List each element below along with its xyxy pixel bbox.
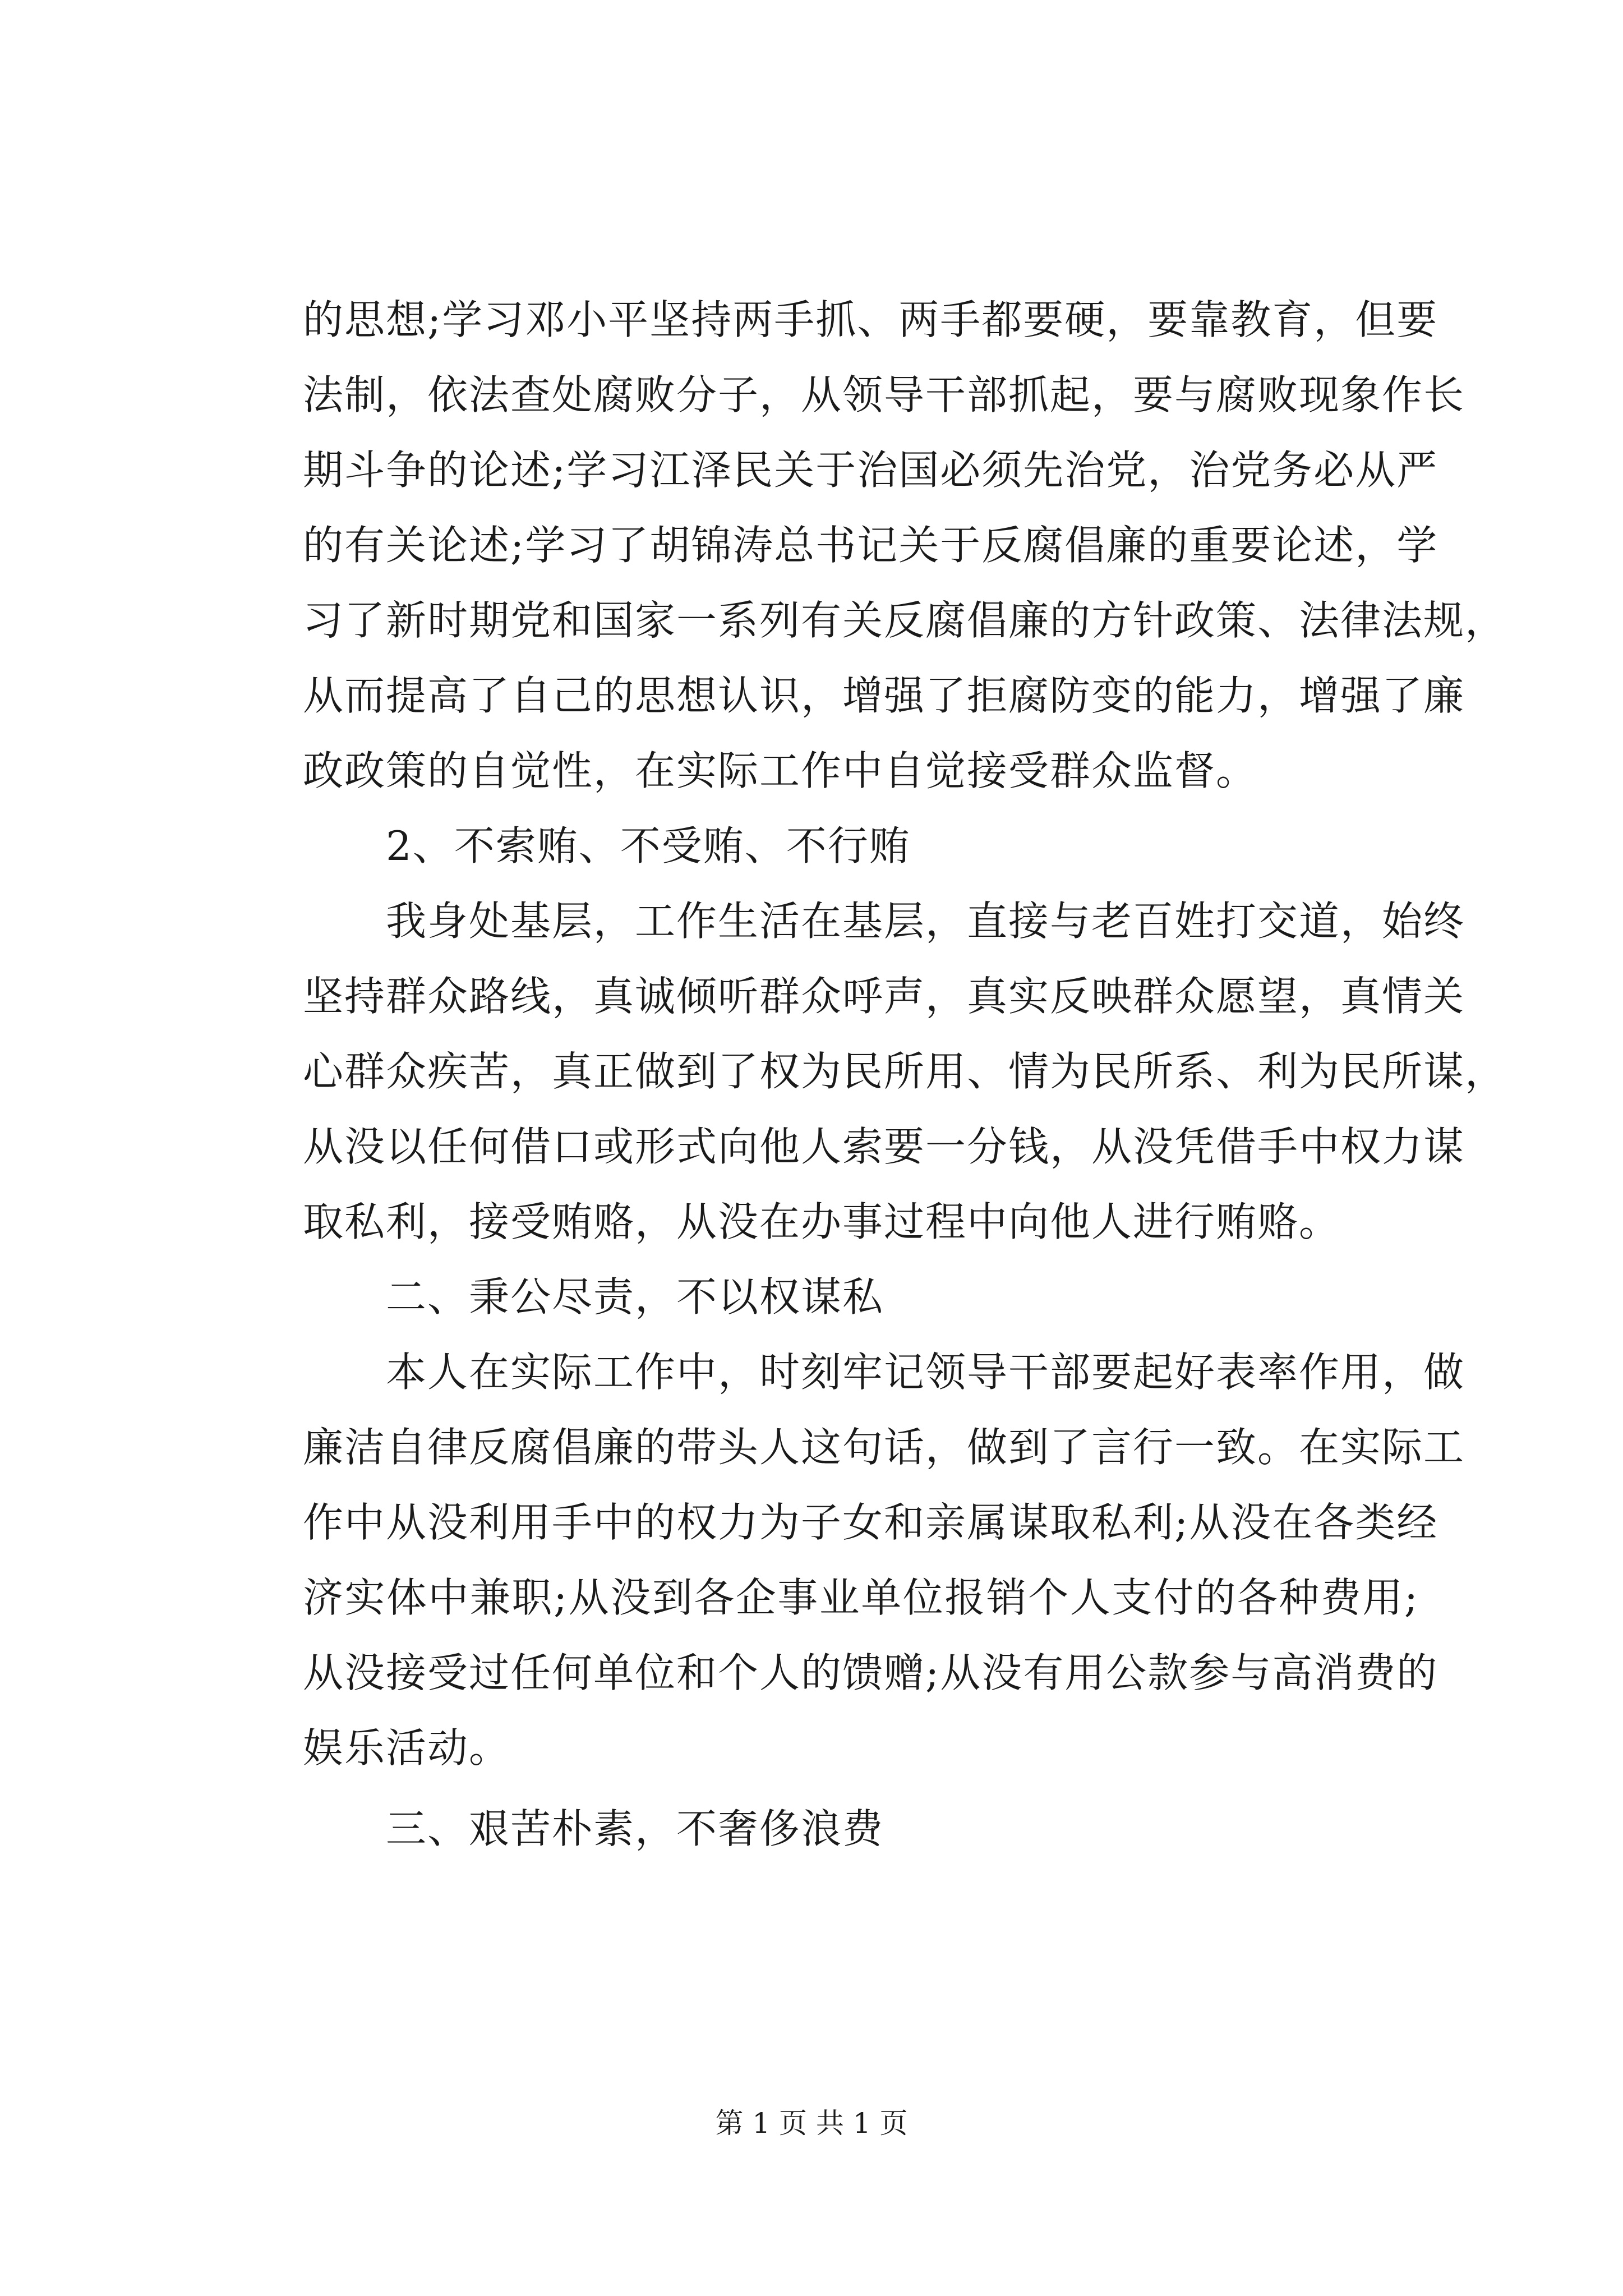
text-line: 心群众疾苦，真正做到了权为民所用、情为民所系、利为民所谋， <box>303 1048 1507 1095</box>
text-line: 法制，依法查处腐败分子，从领导干部抓起，要与腐败现象作长 <box>303 371 1465 418</box>
text-line: 期斗争的论述;学习江泽民关于治国必须先治党，治党务必从严 <box>303 447 1438 494</box>
text-line: 取私利，接受贿赂，从没在办事过程中向他人进行贿赂。 <box>303 1198 1341 1245</box>
text-line: 从而提高了自己的思想认识，增强了拒腐防变的能力，增强了廉 <box>303 672 1465 719</box>
text-line: 娱乐活动。 <box>303 1724 511 1772</box>
text-line: 坚持群众路线，真诚倾听群众呼声，真实反映群众愿望，真情关 <box>303 973 1465 1020</box>
text-line: 从没以任何借口或形式向他人索要一分钱，从没凭借手中权力谋 <box>303 1123 1465 1170</box>
text-line: 的思想;学习邓小平坚持两手抓、两手都要硬，要靠教育，但要 <box>303 296 1438 343</box>
paragraph-first-line: 本人在实际工作中，时刻牢记领导干部要起好表率作用，做 <box>386 1349 1465 1396</box>
paragraph-first-line: 我身处基层，工作生活在基层，直接与老百姓打交道，始终 <box>386 898 1465 945</box>
text-line: 习了新时期党和国家一系列有关反腐倡廉的方针政策、法律法规， <box>303 597 1507 644</box>
section-heading: 2、不索贿、不受贿、不行贿 <box>386 822 911 869</box>
text-line: 从没接受过任何单位和个人的馈赠;从没有用公款参与高消费的 <box>303 1649 1438 1696</box>
text-line: 的有关论述;学习了胡锦涛总书记关于反腐倡廉的重要论述，学 <box>303 522 1438 569</box>
text-line: 作中从没利用手中的权力为子女和亲属谋取私利;从没在各类经 <box>303 1499 1438 1546</box>
text-line: 济实体中兼职;从没到各企事业单位报销个人支付的各种费用; <box>303 1574 1419 1621</box>
text-line: 政政策的自觉性，在实际工作中自觉接受群众监督。 <box>303 747 1258 794</box>
section-heading: 二、秉公尽责，不以权谋私 <box>386 1273 884 1320</box>
section-heading: 三、艰苦朴素，不奢侈浪费 <box>386 1805 884 1852</box>
text-line: 廉洁自律反腐倡廉的带头人这句话，做到了言行一致。在实际工 <box>303 1424 1465 1471</box>
page-footer: 第 1 页 共 1 页 <box>715 2107 908 2139</box>
